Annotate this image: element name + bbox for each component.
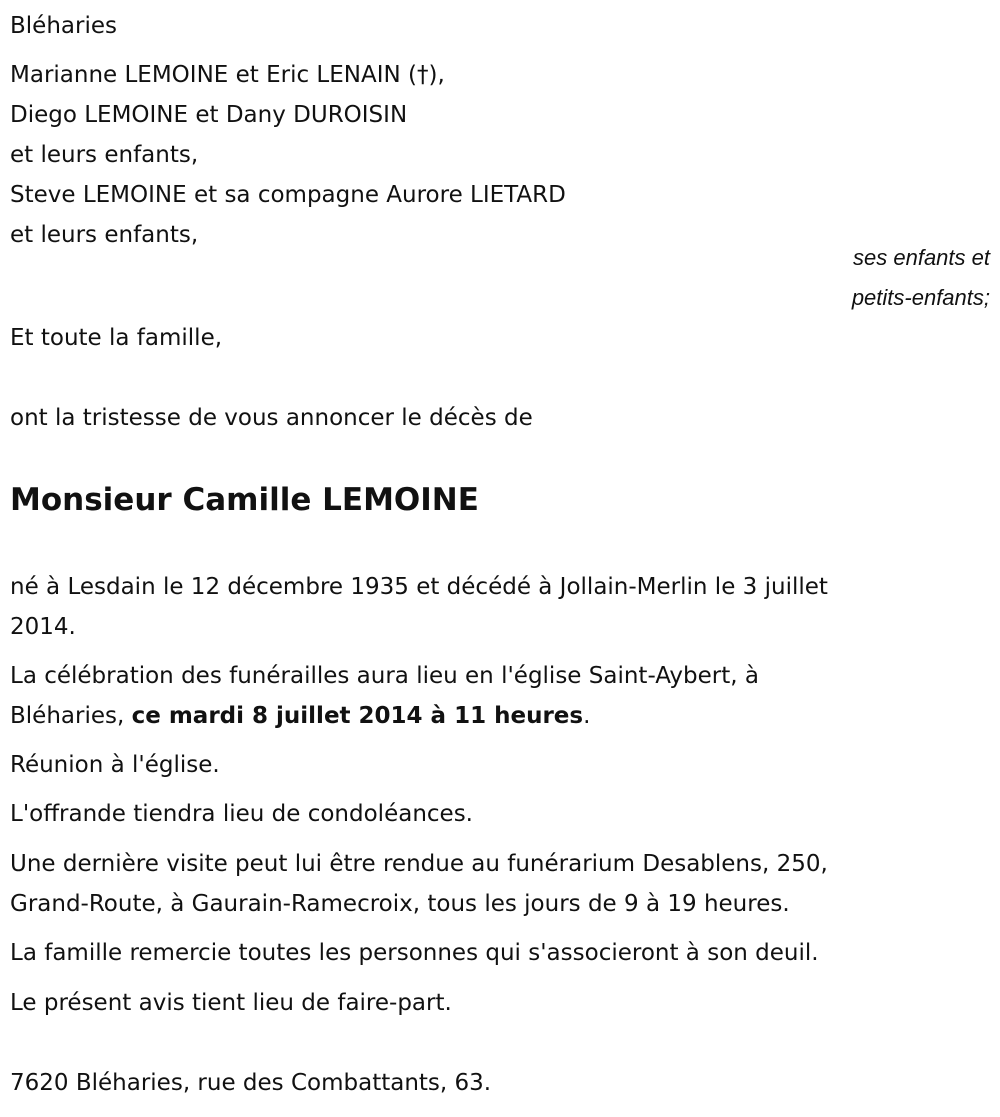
address: 7620 Bléharies, rue des Combattants, 63. (10, 1070, 492, 1096)
family-line: Steve LEMOINE et sa compagne Aurore LIETARD (10, 182, 566, 208)
family-line: et leurs enfants, (10, 222, 199, 248)
birth-death: né à Lesdain le 12 décembre 1935 et décédé à Jollain-Merlin le 3 juillet (10, 574, 828, 600)
visit: Grand-Route, à Gaurain-Ramecroix, tous les jours de 9 à 19 heures. (10, 891, 790, 917)
funeral-date (10, 696, 590, 736)
side-note: ses enfants et (853, 245, 990, 270)
place: Bléharies (10, 13, 117, 39)
meeting: Réunion à l'église. (10, 752, 220, 778)
family-line: Marianne LEMOINE et Eric LENAIN (†), (10, 62, 445, 88)
family-line: et leurs enfants, (10, 142, 199, 168)
announcement: ont la tristesse de vous annoncer le décès de (10, 405, 533, 431)
thanks: La famille remercie toutes les personnes qui s'associeront à son deuil. (10, 940, 819, 966)
birth-death: 2014. (10, 614, 76, 640)
funeral-suffix: . (583, 703, 591, 729)
family-line: Diego LEMOINE et Dany DUROISIN (10, 102, 408, 128)
funeral-place: Bléharies, (10, 703, 132, 729)
side-note: petits-enfants; (851, 285, 990, 310)
funeral-info: La célébration des funérailles aura lieu en l'église Saint-Aybert, à (10, 663, 759, 689)
visit: Une dernière visite peut lui être rendue au funérarium Desablens, 250, (10, 851, 828, 877)
funeral-datetime: ce mardi 8 juillet 2014 à 11 heures (131, 703, 584, 729)
deceased-name: Monsieur Camille LEMOINE (10, 482, 479, 518)
offering: L'offrande tiendra lieu de condoléances. (10, 801, 473, 827)
family-all: Et toute la famille, (10, 325, 223, 351)
notice: Le présent avis tient lieu de faire-part. (10, 990, 452, 1016)
